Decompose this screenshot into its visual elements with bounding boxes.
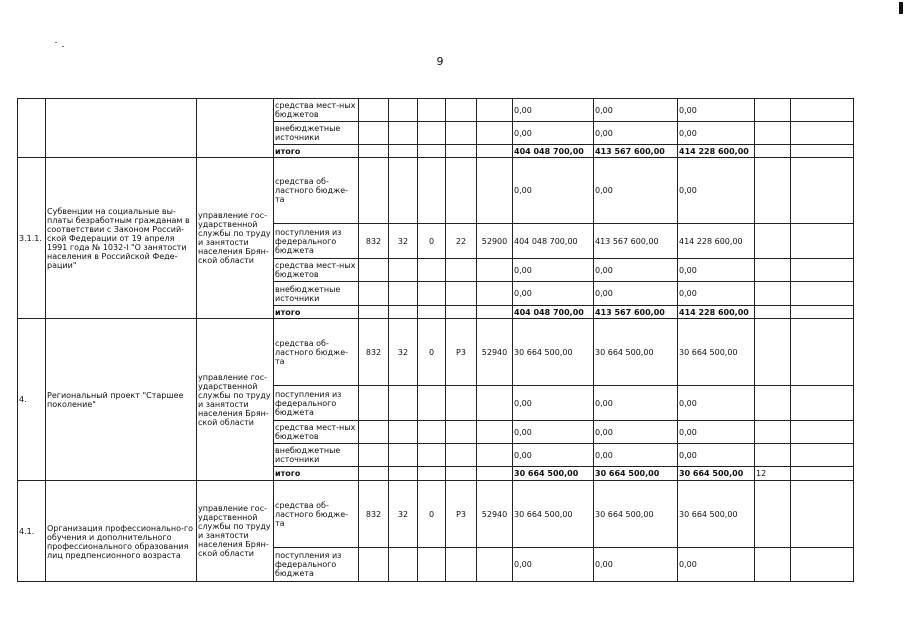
funding-source: средства мест-ных бюджетов <box>274 259 359 282</box>
amount-year3: 0,00 <box>678 548 755 582</box>
measure-name-cell <box>46 99 197 158</box>
code-grbs: 832 <box>359 224 389 259</box>
measure-name: Организация профессионально-го обучения и дополнительного профессионального образования лиц предпенсионного возраста <box>46 481 197 582</box>
page-number: 9 <box>436 55 444 68</box>
amount-year1: 404 048 700,00 <box>513 224 594 259</box>
amount-year3: 30 664 500,00 <box>678 467 755 481</box>
amount-year1: 30 664 500,00 <box>513 467 594 481</box>
table-row <box>18 319 854 386</box>
amount-year3: 30 664 500,00 <box>678 319 755 386</box>
code-direction: 52900 <box>477 224 513 259</box>
measure-name: Субвенции на социальные вы-платы безработным гражданам в соответствии с Законом Россий-ской Федерации от 19 апреля 1991 года № 1032-I "О занятости населения в Российской Феде-рации" <box>46 158 197 319</box>
scan-speck <box>55 42 57 43</box>
amount-year3: 0,00 <box>678 259 755 282</box>
code-program: 32 <box>389 319 418 386</box>
code-program: 32 <box>389 481 418 548</box>
code-event: P3 <box>446 481 477 548</box>
amount-year1: 0,00 <box>513 282 594 306</box>
code-grbs: 832 <box>359 481 389 548</box>
amount-year3: 0,00 <box>678 386 755 421</box>
amount-year2: 0,00 <box>594 421 678 444</box>
amount-year2: 30 664 500,00 <box>594 319 678 386</box>
code-event: P3 <box>446 319 477 386</box>
amount-year2: 0,00 <box>594 386 678 421</box>
amount-year3: 414 228 600,00 <box>678 224 755 259</box>
amount-year3: 0,00 <box>678 421 755 444</box>
amount-year1: 0,00 <box>513 158 594 224</box>
amount-year3: 30 664 500,00 <box>678 481 755 548</box>
funding-source: внебюджетные источники <box>274 444 359 467</box>
scan-edge-mark <box>899 2 903 14</box>
amount-year2: 413 567 600,00 <box>594 306 678 319</box>
executor-cell <box>197 99 274 158</box>
funding-source: внебюджетные источники <box>274 282 359 306</box>
row-number: 3.1.1. <box>18 158 46 319</box>
amount-year1: 30 664 500,00 <box>513 481 594 548</box>
code-event: 22 <box>446 224 477 259</box>
code-program: 32 <box>389 224 418 259</box>
amount-year1: 404 048 700,00 <box>513 306 594 319</box>
executor: управление гос-ударственной службы по труду и занятости населения Брян-ской области <box>197 319 274 481</box>
amount-year3: 0,00 <box>678 444 755 467</box>
amount-year2: 413 567 600,00 <box>594 224 678 259</box>
amount-year2: 30 664 500,00 <box>594 467 678 481</box>
funding-source: средства мест-ных бюджетов <box>274 421 359 444</box>
code-subprogram: 0 <box>418 319 446 386</box>
amount-year3: 414 228 600,00 <box>678 145 755 158</box>
executor: управление гос-ударственной службы по труду и занятости населения Брян-ской области <box>197 481 274 582</box>
amount-year2: 0,00 <box>594 158 678 224</box>
funding-source: средства об-ластного бюдже-та <box>274 481 359 548</box>
funding-source-total: итого <box>274 467 359 481</box>
code-direction: 52940 <box>477 481 513 548</box>
amount-year2: 0,00 <box>594 548 678 582</box>
amount-year3: 0,00 <box>678 122 755 145</box>
executor: управление гос-ударственной службы по труду и занятости населения Брян-ской области <box>197 158 274 319</box>
table-row <box>18 481 854 548</box>
budget-table <box>17 98 854 582</box>
amount-year3: 0,00 <box>678 99 755 122</box>
amount-year1: 0,00 <box>513 122 594 145</box>
table-row <box>18 158 854 224</box>
funding-source: средства об-ластного бюдже-та <box>274 319 359 386</box>
measure-name: Региональный проект "Старшее поколение" <box>46 319 197 481</box>
funding-source: поступления из федерального бюджета <box>274 386 359 421</box>
amount-year1: 0,00 <box>513 444 594 467</box>
amount-year1: 0,00 <box>513 548 594 582</box>
code-subprogram: 0 <box>418 224 446 259</box>
scan-speck <box>62 46 64 47</box>
amount-year2: 30 664 500,00 <box>594 481 678 548</box>
amount-year2: 0,00 <box>594 444 678 467</box>
code-subprogram: 0 <box>418 481 446 548</box>
funding-source-total: итого <box>274 145 359 158</box>
amount-year2: 0,00 <box>594 282 678 306</box>
funding-source: поступления из федерального бюджета <box>274 548 359 582</box>
funding-source: средства мест-ных бюджетов <box>274 99 359 122</box>
row-number-cell <box>18 99 46 158</box>
code-grbs: 832 <box>359 319 389 386</box>
amount-year1: 30 664 500,00 <box>513 319 594 386</box>
amount-year2: 0,00 <box>594 122 678 145</box>
amount-year1: 0,00 <box>513 99 594 122</box>
funding-source-total: итого <box>274 306 359 319</box>
amount-year1: 0,00 <box>513 421 594 444</box>
amount-year3: 0,00 <box>678 282 755 306</box>
amount-year2: 0,00 <box>594 99 678 122</box>
amount-year1: 404 048 700,00 <box>513 145 594 158</box>
amount-year2: 0,00 <box>594 259 678 282</box>
funding-source: средства об-ластного бюдже-та <box>274 158 359 224</box>
row-number: 4.1. <box>18 481 46 582</box>
funding-source: внебюджетные источники <box>274 122 359 145</box>
row-number: 4. <box>18 319 46 481</box>
margin-note: 12 <box>755 467 791 481</box>
amount-year1: 0,00 <box>513 259 594 282</box>
amount-year2: 413 567 600,00 <box>594 145 678 158</box>
amount-year3: 414 228 600,00 <box>678 306 755 319</box>
amount-year3: 0,00 <box>678 158 755 224</box>
funding-source: поступления из федерального бюджета <box>274 224 359 259</box>
table-row <box>18 99 854 122</box>
amount-year1: 0,00 <box>513 386 594 421</box>
code-direction: 52940 <box>477 319 513 386</box>
